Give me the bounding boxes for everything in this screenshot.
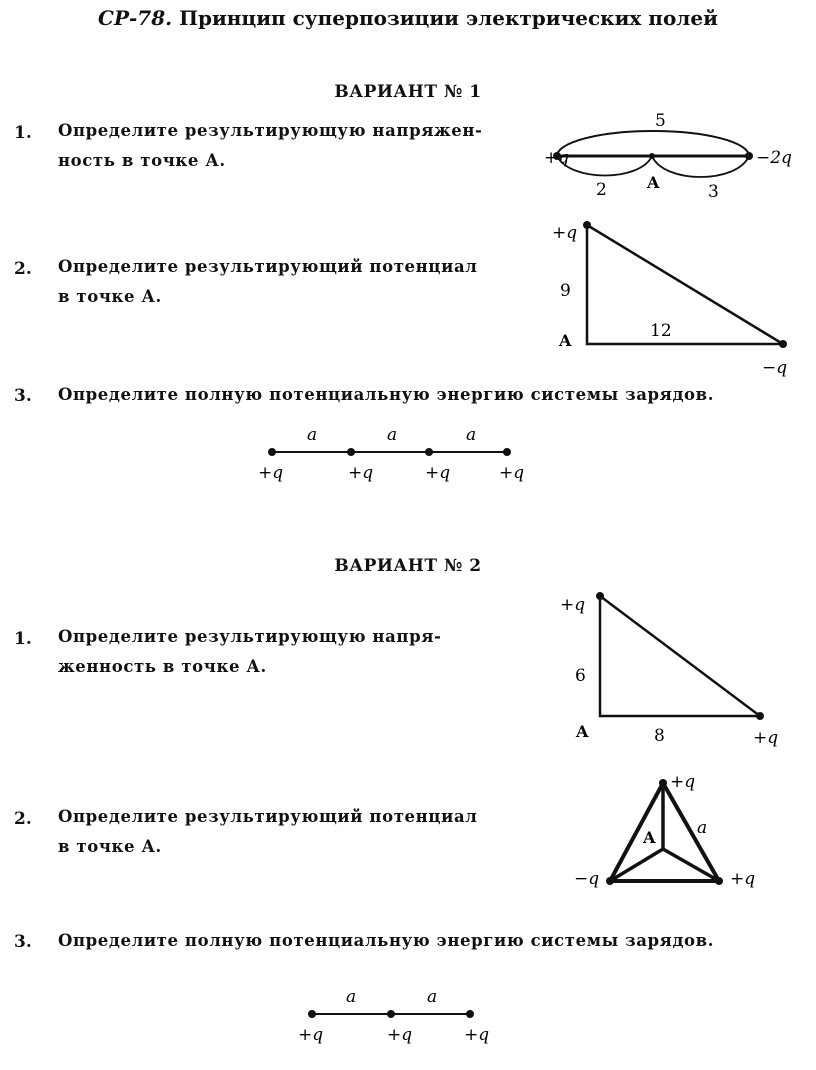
- v1-task-1-number: 1.: [14, 123, 32, 143]
- v2-fig2-triangle: [560, 765, 770, 900]
- v2-fig2-top-charge-dot: [659, 779, 667, 787]
- variant-1-heading: ВАРИАНТ № 1: [334, 82, 482, 102]
- v2-fig1-horizontal-side: 8: [654, 726, 665, 746]
- v1-fig3-charge-dot: [503, 448, 511, 456]
- v2-task-2-text: [58, 802, 513, 862]
- v2-fig3-charge-label: +q: [387, 1025, 413, 1045]
- v1-task-3-text: Определите полную потенциальную энергию системы зарядов.: [58, 385, 715, 404]
- v2-fig3-charge-dot: [308, 1010, 316, 1018]
- v2-fig3-charge-dot: [466, 1010, 474, 1018]
- v2-task-2-number: 2.: [14, 809, 32, 829]
- v2-fig2-right-charge: +q: [730, 869, 756, 889]
- v2-fig3-charge-dot: [387, 1010, 395, 1018]
- v2-fig2-side-label: a: [697, 818, 708, 838]
- v2-task-2-point: А.: [141, 837, 162, 856]
- v1-fig3-charge-label: +q: [499, 463, 525, 483]
- v1-fig2-right-charge: −q: [762, 358, 788, 378]
- v2-fig1-top-charge-dot: [596, 592, 604, 600]
- v1-fig3-spacing-label: a: [307, 425, 318, 445]
- v1-fig2-point-label: A: [559, 331, 572, 350]
- v1-task-2-text: [58, 252, 513, 312]
- v2-task-1-text: [58, 622, 513, 682]
- v1-fig1-point-dot: [649, 153, 655, 159]
- v1-fig2-top-charge-dot: [583, 221, 591, 229]
- v1-fig1-right-distance: 3: [708, 182, 719, 202]
- v2-fig1-top-charge: +q: [560, 595, 586, 615]
- v2-task-1-line-2: женность в точке: [58, 657, 247, 676]
- v2-fig3-charge-label: +q: [464, 1025, 490, 1045]
- v2-task-2-line-2: в точке: [58, 837, 142, 856]
- v1-fig3-chain: [250, 418, 530, 488]
- v1-fig3-charge-dot: [425, 448, 433, 456]
- v1-fig2-vertical-side: 9: [560, 281, 571, 301]
- v1-task-1-point: А.: [205, 151, 226, 170]
- v1-fig1-diagram: [530, 100, 810, 210]
- v2-fig2-point-label: A: [643, 828, 656, 847]
- v1-task-1-line-2: ность в точке: [58, 151, 206, 170]
- v1-fig3-charge-label: +q: [425, 463, 451, 483]
- v1-fig3-spacing-label: a: [466, 425, 477, 445]
- v2-fig1-triangle: [550, 582, 800, 752]
- v2-fig1-point-label: A: [576, 722, 589, 741]
- v2-fig2-left-charge-dot: [606, 877, 614, 885]
- v1-fig3-charge-dot: [268, 448, 276, 456]
- v1-fig1-left-charge: +q: [544, 148, 570, 168]
- v2-fig3-spacing-label: a: [346, 987, 357, 1007]
- v2-fig3-charge-label: +q: [298, 1025, 324, 1045]
- v2-task-3-text: Определите полную потенциальную энергию системы зарядов.: [58, 931, 715, 950]
- v1-fig1-top-distance: 5: [655, 111, 666, 131]
- v2-fig3-chain: [290, 980, 500, 1055]
- v1-task-1-line-1: Определите результирующую напряжен-: [58, 121, 483, 140]
- v1-fig1-left-distance: 2: [596, 180, 607, 200]
- v2-task-3-number: 3.: [14, 932, 32, 952]
- worksheet-title: Принцип суперпозиции электрических полей: [179, 6, 718, 30]
- v2-fig1-right-charge-dot: [756, 712, 764, 720]
- v2-task-1-point: А.: [246, 657, 267, 676]
- v1-task-1-text: [58, 116, 513, 176]
- page-title: [0, 6, 816, 30]
- v1-task-2-line-1: Определите результирующий потенциал: [58, 257, 478, 276]
- v1-fig2-triangle-outline: [587, 225, 783, 344]
- v2-task-1-number: 1.: [14, 629, 32, 649]
- v1-fig2-right-charge-dot: [779, 340, 787, 348]
- v2-fig2-left-charge: −q: [574, 869, 600, 889]
- v1-fig3-charge-label: +q: [258, 463, 284, 483]
- v1-fig1-point-label: A: [647, 173, 660, 192]
- v2-fig3-spacing-label: a: [427, 987, 438, 1007]
- v2-fig2-right-charge-dot: [715, 877, 723, 885]
- worksheet-code: СР-78.: [98, 6, 173, 30]
- v1-fig2-horizontal-side: 12: [650, 321, 672, 341]
- v1-fig3-spacing-label: a: [387, 425, 398, 445]
- v1-fig2-triangle: [540, 210, 810, 385]
- v1-fig2-top-charge: +q: [552, 223, 578, 243]
- v1-task-2-number: 2.: [14, 259, 32, 279]
- variant-2-heading: ВАРИАНТ № 2: [334, 556, 482, 576]
- v2-fig1-vertical-side: 6: [575, 666, 586, 686]
- v2-fig1-right-charge: +q: [753, 728, 779, 748]
- v1-fig3-charge-label: +q: [348, 463, 374, 483]
- v1-task-2-line-2: в точке: [58, 287, 142, 306]
- v1-task-3-number: 3.: [14, 386, 32, 406]
- v1-task-2-point: А.: [141, 287, 162, 306]
- v1-fig3-charge-dot: [347, 448, 355, 456]
- v2-task-2-line-1: Определите результирующий потенциал: [58, 807, 478, 826]
- v1-fig1-right-charge: −2q: [756, 148, 792, 168]
- v1-fig1-right-charge-dot: [745, 152, 753, 160]
- v2-task-1-line-1: Определите результирующую напря-: [58, 627, 442, 646]
- v2-fig1-triangle-outline: [600, 596, 760, 716]
- v2-fig2-top-charge: +q: [670, 772, 696, 792]
